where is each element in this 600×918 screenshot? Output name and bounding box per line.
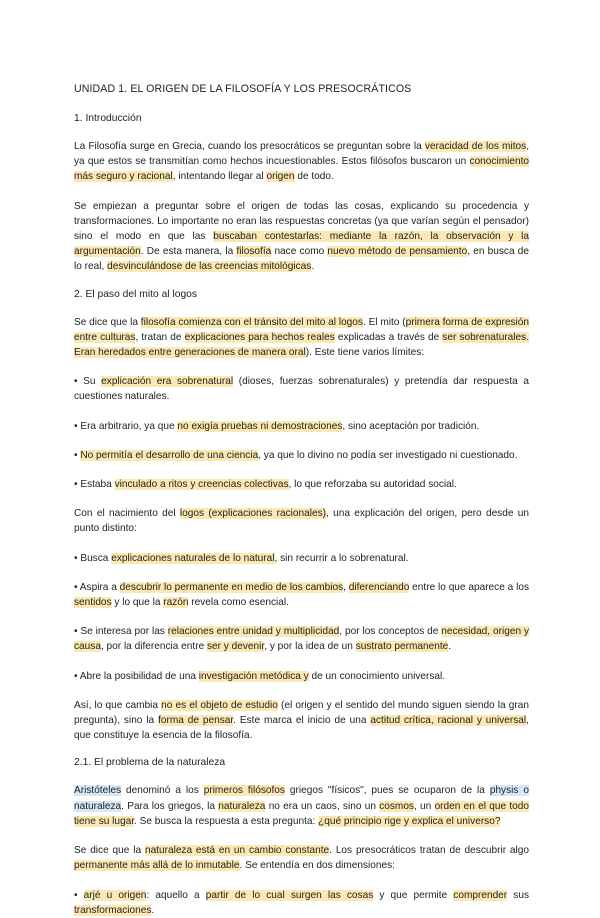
text-run: explicadas a través de [334,331,443,343]
highlight-yellow: permanente más allá de lo inmutable [74,860,240,872]
paragraph [74,139,529,185]
paragraph [74,374,529,404]
highlight-yellow: diferenciando [348,581,410,593]
text-run: , sin recurrir a lo sobrenatural. [274,552,409,564]
text-run: • Su [74,376,102,388]
highlight-yellow: conocimiento más seguro y racional [74,156,529,183]
text-run: . Para los griegos, la [121,800,219,812]
text-run: sus [507,889,530,901]
paragraph [74,888,529,918]
text-run: revela como esencial. [188,597,289,609]
text-run: denominó a los [121,785,204,797]
text-run: . Se busca la respuesta a esta pregunta: [134,815,319,827]
text-run: , ya que estos se transmitían como hechos incuestionables. Estos filósofos buscaron un [74,141,529,168]
paragraph [74,315,529,361]
section-heading-problema-naturaleza [74,757,529,768]
text-run: , un [413,800,435,812]
highlight-yellow: forma de pensar [158,715,234,727]
text-run: 2. El paso del mito al logos [74,288,198,300]
text-run: , por los conceptos de [339,626,442,638]
paragraph [74,477,529,492]
highlight-yellow: no exigía pruebas ni demostraciones [177,420,343,432]
highlight-yellow: transformaciones [74,904,152,916]
text-run: La Filosofía surge en Grecia, cuando los presocráticos se preguntan sobre la [74,141,425,152]
text-run: . Se entendía en dos dimensiones: [239,860,395,872]
document-body [74,113,529,918]
highlight-yellow: filosofía comienza con el tránsito del mito al logos [140,316,363,328]
text-run: (dioses, fuerzas sobrenaturales) y pretendía dar respuesta a cuestiones naturales. [74,376,529,403]
highlight-yellow: No permitía el desarrollo de una ciencia [80,449,259,461]
text-run: , sino aceptación por tradición. [342,420,480,432]
document-title: UNIDAD 1. EL ORIGEN DE LA FILOSOFÍA Y LOS PRESOCRÁTICOS [74,83,412,95]
highlight-yellow: logos (explicaciones racionales) [179,508,326,520]
text-run: , [343,581,349,593]
text-run: nace como [271,246,328,258]
text-run: ). Este tiene varios límites: [305,347,425,359]
text-run: • Se interesa por las [74,626,168,638]
text-run: de todo. [294,171,334,183]
highlight-yellow: ¿qué principio rige y explica el universo? [318,815,501,827]
paragraph [74,448,529,463]
text-run: Así, lo que cambia [74,699,162,711]
text-run: • Era arbitrario, ya que [74,420,178,432]
text-run: , una explicación del origen, pero desde un punto distinto: [74,508,529,535]
highlight-yellow: explicación era sobrenatural [101,376,234,388]
text-run: Se dice que la [74,316,141,328]
highlight-blue: Aristóteles [74,785,122,797]
text-run: . El mito ( [362,316,406,328]
text-run: (el origen y el sentido del mundo siguen siendo la gran pregunta), sino la [74,699,529,727]
highlight-yellow: origen [266,171,295,183]
highlight-yellow: cosmos [379,800,414,812]
highlight-yellow: arjé u origen [83,889,147,901]
text-run: y lo que la [111,597,164,609]
text-run: . Los presocráticos tratan de descubrir algo [329,845,529,857]
paragraph [74,783,529,829]
highlight-yellow: orden en el que todo tiene su lugar [74,800,530,827]
highlight-yellow: buscaban contestarlas: mediante la razón, la observación y la argumentación [74,231,529,258]
highlight-yellow: naturaleza está en un cambio constante [144,845,330,857]
paragraph [74,580,529,610]
highlight-yellow: nuevo método de pensamiento [327,246,468,258]
highlight-yellow: primera forma de expresión entre culturas [74,316,530,343]
highlight-yellow: actitud crítica, racional y universal [370,715,527,727]
text-run: 2.1. El problema de la naturaleza [74,757,226,769]
highlight-yellow: primeros filósofos [203,785,285,797]
paragraph [74,669,529,684]
text-run: , por la diferencia entre [100,641,207,653]
text-run: , tratan de [135,331,185,343]
highlight-yellow: no es el objeto de estudio [161,699,278,711]
highlight-yellow: ser sobrenaturales. Eran heredados entre generaciones de manera oral [74,331,529,359]
text-run: entre lo que aparece a los [409,581,529,593]
text-run: • Estaba [74,479,115,491]
text-run: • [74,449,81,461]
text-run: , y por la idea de un [264,641,356,653]
section-heading-paso-mito-logos [74,289,529,300]
text-run: , que constituye la esencia de la filosofía. [74,715,529,742]
text-run: . Este marca el inicio de una [233,715,371,727]
text-run: • [74,889,84,901]
paragraph [74,419,529,434]
highlight-yellow: naturaleza [218,800,266,812]
text-run: . [151,904,155,916]
paragraph [74,199,529,275]
highlight-yellow: desvinculándose de las creencias mitológicas [107,261,312,273]
text-run: . [448,641,452,653]
section-heading-introduccion [74,113,529,124]
text-run: Con el nacimiento del [74,508,180,520]
text-run: . De esta manera, la [140,246,237,258]
highlight-blue: physis o naturaleza [74,785,529,812]
text-run: • Busca [74,552,112,564]
paragraph [74,551,529,566]
text-run: • Aspira a [74,581,120,593]
text-run: , intentando llegar al [172,171,267,183]
highlight-yellow: razón [163,597,189,609]
text-run: : aquello a [146,889,206,901]
paragraph [74,624,529,654]
highlight-yellow: vinculado a ritos y creencias colectivas [114,479,289,491]
highlight-yellow: sentidos [74,597,112,609]
highlight-yellow: partir de lo cual surgen las cosas [205,889,374,901]
paragraph [74,506,529,536]
text-run: griegos "físicos", pues se ocuparon de la [284,785,490,797]
text-run: . [311,261,315,273]
text-run: , ya que lo divino no podía ser investigado ni cuestionado. [258,449,518,461]
highlight-yellow: descubrir lo permanente en medio de los cambios [119,581,344,593]
text-run: no era un caos, sino un [265,800,380,812]
text-run: Se empiezan a preguntar sobre el origen de todas las cosas, explicando su procedencia y transformaciones. Lo importante no eran las respuestas concretas (ya que varían según el pensador) sino el modo en que las [74,200,529,243]
text-run: Se dice que la [74,845,145,857]
text-run: 1. Introducción [74,113,142,124]
paragraph [74,698,529,744]
highlight-yellow: veracidad de los mitos [424,141,527,152]
highlight-yellow: explicaciones naturales de lo natural [111,552,275,564]
highlight-yellow: necesidad, origen y causa [74,626,529,653]
text-run: , lo que reforzaba su autoridad social. [288,479,457,491]
highlight-yellow: comprender [453,889,508,901]
highlight-yellow: investigación metódica y [198,670,309,682]
highlight-yellow: explicaciones para hechos reales [184,331,335,343]
text-run: y que permite [373,889,454,901]
text-run: , en busca de lo real, [74,246,530,273]
highlight-yellow: ser y devenir [206,641,265,653]
text-run: • Abre la posibilidad de una [74,670,199,682]
highlight-yellow: sustrato permanente [355,641,449,653]
highlight-yellow: filosofía [236,246,272,258]
text-run: de un conocimiento universal. [308,670,446,682]
highlight-yellow: relaciones entre unidad y multiplicidad [167,626,340,638]
